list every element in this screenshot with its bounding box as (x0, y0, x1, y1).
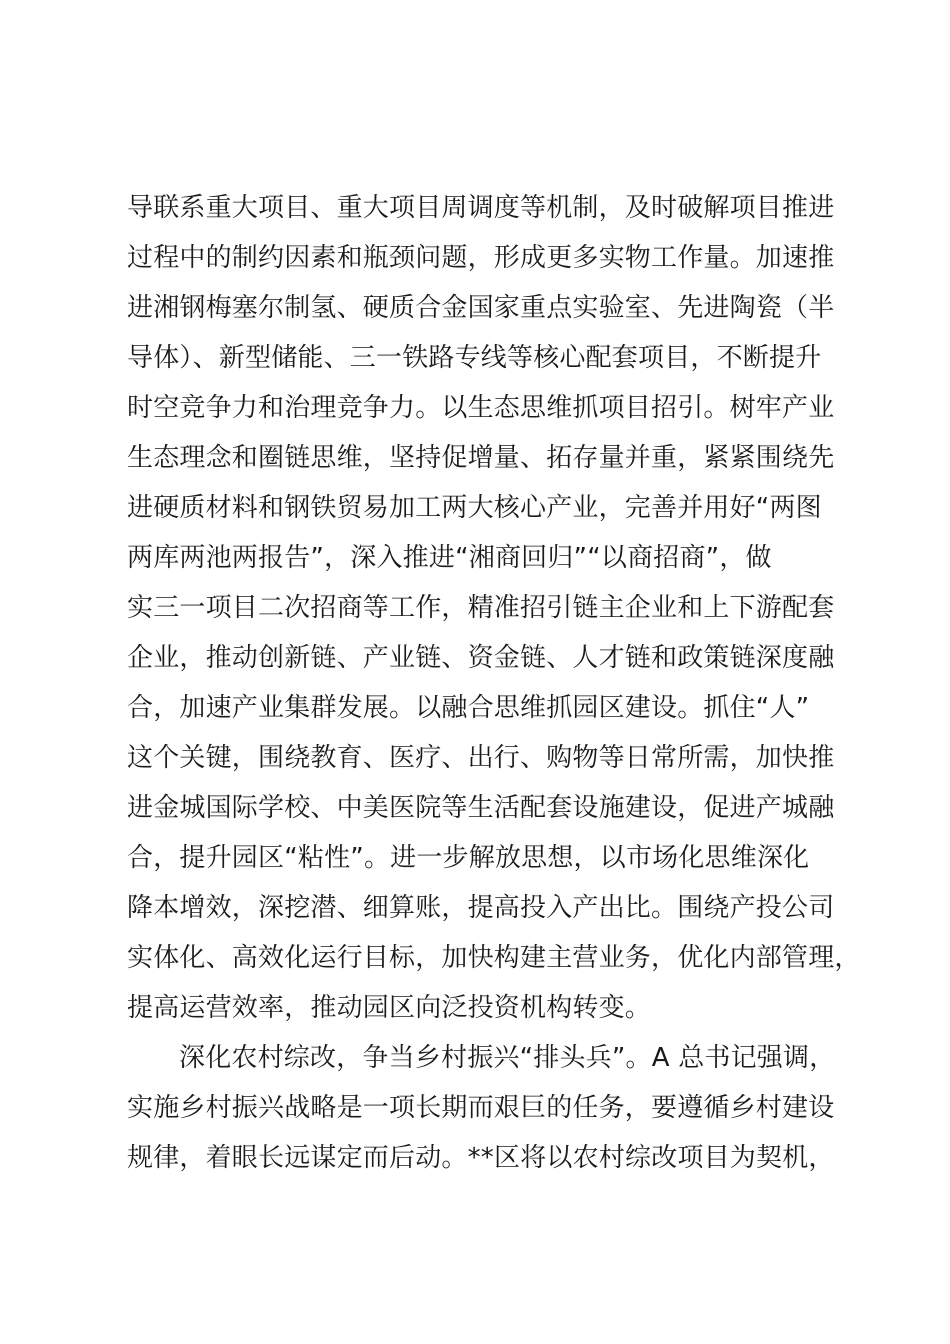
paragraph-line: 两库两池两报告”，深入推进“湘商回归”“以商招商”，做 (127, 543, 772, 573)
paragraph-line: 导联系重大项目、重大项目周调度等机制，及时破解项目推进 (127, 193, 835, 223)
paragraph-line: 进金城国际学校、中美医院等生活配套设施建设，促进产城融 (127, 793, 835, 823)
paragraph-2 (127, 1033, 857, 1183)
paragraph-line: 过程中的制约因素和瓶颈问题，形成更多实物工作量。加速推 (127, 243, 835, 273)
paragraph-line: 进硬质材料和钢铁贸易加工两大核心产业，完善并用好“两图 (127, 493, 822, 523)
paragraph-line: 时空竞争力和治理竞争力。以生态思维抓项目招引。树牢产业 (127, 393, 835, 423)
paragraph-line: 降本增效，深挖潜、细算账，提高投入产出比。围绕产投公司 (127, 893, 835, 923)
paragraph-line: 这个关键，围绕教育、医疗、出行、购物等日常所需，加快推 (127, 743, 835, 773)
paragraph-line: 企业，推动创新链、产业链、资金链、人才链和政策链深度融 (127, 643, 835, 673)
paragraph-line: 进湘钢梅塞尔制氢、硬质合金国家重点实验室、先进陶瓷（半 (127, 293, 835, 323)
paragraph-line: 合，提升园区“粘性”。进一步解放思想，以市场化思维深化 (127, 843, 810, 873)
paragraph-line: 实施乡村振兴战略是一项长期而艰巨的任务，要遵循乡村建设 (127, 1093, 835, 1123)
paragraph-line: 导体）、新型储能、三一铁路专线等核心配套项目，不断提升 (127, 343, 822, 373)
paragraph-1 (127, 183, 861, 1033)
paragraph-line: 提高运营效率，推动园区向泛投资机构转变。 (127, 993, 652, 1023)
document-body (127, 183, 861, 1183)
paragraph-line: 合，加速产业集群发展。以融合思维抓园区建设。抓住“人” (127, 693, 810, 723)
paragraph-line: 生态理念和圈链思维，坚持促增量、拓存量并重，紧紧围绕先 (127, 443, 835, 473)
paragraph-line: 规律，着眼长远谋定而后动。**区将以农村综改项目为契机， (127, 1143, 835, 1173)
paragraph-line: 实三一项目二次招商等工作，精准招引链主企业和上下游配套 (127, 593, 835, 623)
paragraph-line: 深化农村综改，争当乡村振兴“排头兵”。A 总书记强调， (179, 1043, 836, 1073)
paragraph-line: 实体化、高效化运行目标，加快构建主营业务，优化内部管理， (127, 943, 861, 973)
